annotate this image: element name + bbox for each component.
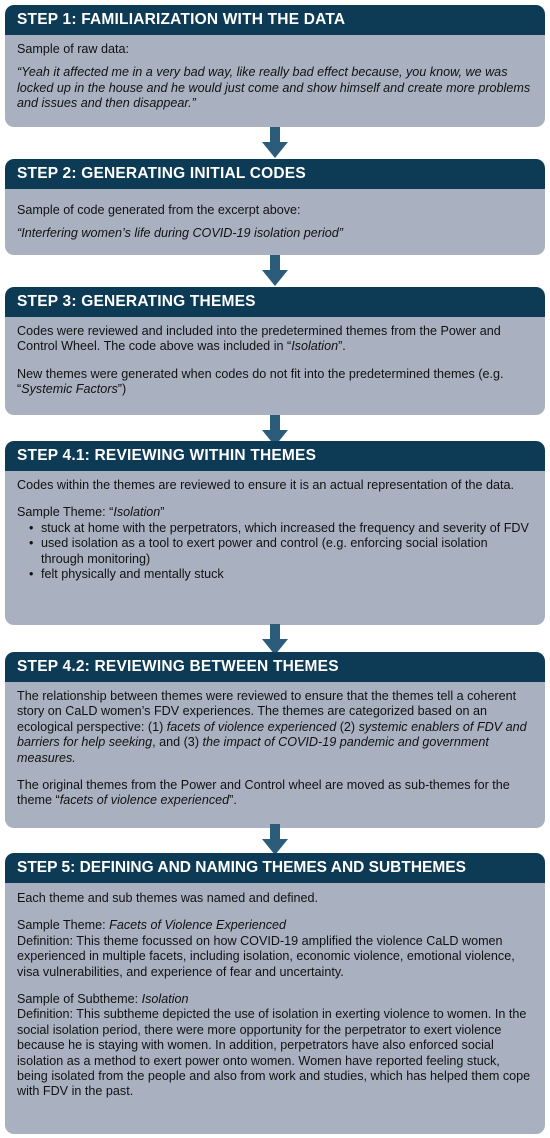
step-3-box	[5, 287, 545, 415]
step-4-1-intro: Codes within the themes are reviewed to ensure it is an actual representation of the data.	[17, 478, 515, 492]
step-2-code	[17, 226, 533, 241]
step-4-1-body	[5, 471, 545, 582]
step-1-box	[5, 5, 545, 127]
arrow-down-icon	[259, 255, 291, 287]
step-4-2-paragraph-2: The original themes from the Power and Control wheel are moved as sub-themes for the theme “facets of violence experienced”.	[17, 778, 510, 808]
arrow-down-icon	[259, 127, 291, 159]
step-3-body	[5, 317, 545, 398]
step-5-intro: Each theme and sub themes was named and defined.	[17, 891, 319, 905]
step-1-quote-text: “Yeah it affected me in a very bad way, like really bad effect because, you know, we was locked up in the house and he would just come and show himself and create more problems and issues and then disappear.”	[17, 65, 531, 111]
step-2-label: Sample of code generated from the excerpt above:	[17, 203, 301, 217]
step-5-sample-subtheme: Sample of Subtheme: Isolation	[17, 992, 189, 1007]
list-item: • used isolation as a tool to exert power and control (e.g. enforcing social isolation through monitoring)	[31, 536, 533, 567]
step-5-title: STEP 5: DEFINING AND NAMING THEMES AND SUBTHEMES	[5, 853, 545, 883]
step-5-box	[5, 853, 545, 1134]
step-1-body	[5, 35, 545, 112]
step-5-sample-theme: Sample Theme: Facets of Violence Experienced	[17, 918, 287, 933]
step-3-title: STEP 3: GENERATING THEMES	[5, 287, 545, 317]
step-5-subtheme-definition: Definition: This subtheme depicted the use of isolation in exerting violence to women. In the social isolation period, there were more opportunity for the perpetrator to exert violence because he is staying with women. In addition, perpetrators have also enforced social isolation as a method to exert power onto women. Women have reported feeling stuck, being isolated from the people and also from work and studies, which has helped them cope with FDV in the past.	[17, 1007, 531, 1099]
step-2-title: STEP 2: GENERATING INITIAL CODES	[5, 159, 545, 189]
step-5-theme-definition: Definition: This theme focussed on how COVID-19 amplified the violence CaLD women experienced in multiple facets, including isolation, economic violence, emotional violence, visa vulnerabilities, and experience of fear and uncertainty.	[17, 933, 515, 979]
step-3-paragraph-1: Codes were reviewed and included into the predetermined themes from the Power and Control Wheel. The code above was included in “Isolation”.	[17, 324, 501, 354]
list-item: • stuck at home with the perpetrators, which increased the frequency and severity of FDV	[31, 521, 533, 536]
step-4-2-box	[5, 652, 545, 828]
arrow-down-icon	[259, 824, 291, 856]
step-4-1-box	[5, 441, 545, 625]
step-1-title: STEP 1: FAMILIARIZATION WITH THE DATA	[5, 5, 545, 35]
step-4-1-bullet-list	[17, 521, 533, 583]
step-5-body	[5, 883, 545, 1100]
step-2-body	[5, 189, 545, 242]
step-1-quote	[17, 65, 533, 111]
step-3-paragraph-2: New themes were generated when codes do not fit into the predetermined themes (e.g. “Systemic Factors”)	[17, 366, 504, 397]
step-1-label: Sample of raw data:	[17, 42, 130, 56]
step-4-2-title: STEP 4.2: REVIEWING BETWEEN THEMES	[5, 652, 545, 682]
step-4-1-title: STEP 4.1: REVIEWING WITHIN THEMES	[5, 441, 545, 471]
step-2-code-text: “Interfering women’s life during COVID-19 isolation period”	[17, 226, 343, 241]
step-4-2-paragraph-1: The relationship between themes were reviewed to ensure that the themes tell a coherent story on CaLD women’s FDV experiences. The themes are categorized based on an ecological perspective: (1) facets of violence experienced (2) systemic enablers of FDV and barriers for help seeking, and (3) the impact of COVID-19 pandemic and government measures.	[17, 689, 527, 765]
list-item: • felt physically and mentally stuck	[31, 567, 533, 582]
step-4-1-sample-theme: Sample Theme: “Isolation”	[17, 505, 165, 520]
step-4-2-body	[5, 682, 545, 809]
step-2-box	[5, 159, 545, 255]
